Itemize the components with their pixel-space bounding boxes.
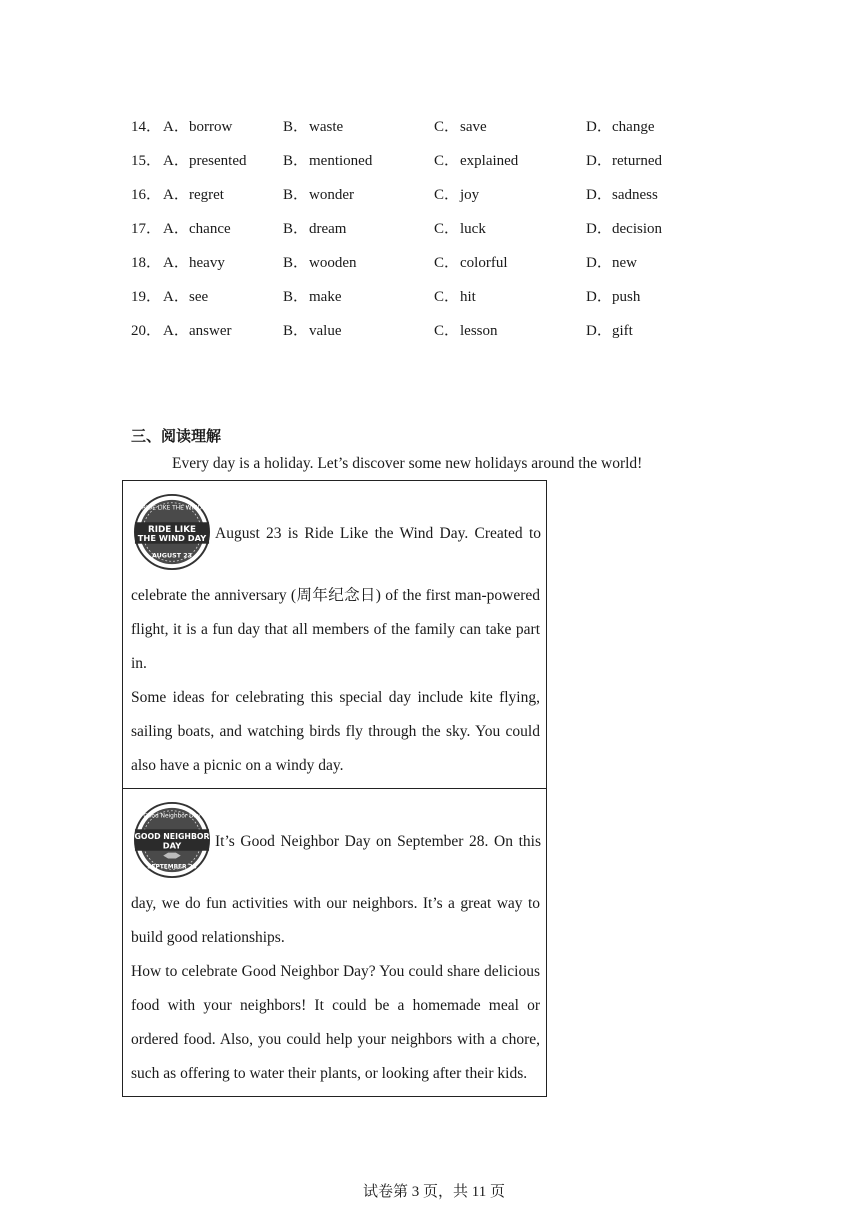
- option-b: B．dream: [283, 221, 347, 237]
- question-number: 14．: [131, 119, 162, 135]
- option-c: C．joy: [434, 187, 480, 203]
- option-d: D．gift: [586, 323, 633, 339]
- option-a: A．presented: [163, 153, 247, 169]
- option-d: D．push: [586, 289, 641, 305]
- option-c: C．lesson: [434, 323, 498, 339]
- option-b: B．value: [283, 323, 342, 339]
- question-number: 15．: [131, 153, 162, 169]
- option-a: A．heavy: [163, 255, 225, 271]
- option-a: A．borrow: [163, 119, 233, 135]
- question-row: [0, 319, 868, 339]
- ride-like-the-wind-badge-icon: [133, 493, 211, 571]
- good-neighbor-day-badge-icon: [133, 801, 211, 879]
- option-d: D．sadness: [586, 187, 658, 203]
- question-number: 20．: [131, 323, 162, 339]
- holiday-box-good-neighbor-day: [122, 788, 547, 1097]
- svg-text:RIDE LIKE: RIDE LIKE: [148, 525, 196, 535]
- svg-text:AUGUST 23: AUGUST 23: [151, 552, 193, 560]
- page-footer: 试卷第 3 页，共 11 页: [363, 1184, 505, 1200]
- question-number: 17．: [131, 221, 162, 237]
- option-b: B．wooden: [283, 255, 357, 271]
- question-row: [0, 251, 868, 271]
- option-c: C．explained: [434, 153, 519, 169]
- holiday-box-ride-like-the-wind: [122, 480, 547, 789]
- option-c: C．hit: [434, 289, 476, 305]
- option-d: D．decision: [586, 221, 662, 237]
- option-d: D．new: [586, 255, 637, 271]
- question-row: [0, 183, 868, 203]
- option-c: C．save: [434, 119, 487, 135]
- svg-text:Good Neighbor Day: Good Neighbor Day: [143, 813, 201, 820]
- question-row: [0, 217, 868, 237]
- svg-text:RIDE LIKE THE WIND: RIDE LIKE THE WIND: [141, 505, 203, 512]
- paragraph-first-line: August 23 is Ride Like the Wind Day. Created to: [215, 525, 541, 542]
- option-a: A．answer: [163, 323, 232, 339]
- option-b: B．mentioned: [283, 153, 373, 169]
- option-b: B．wonder: [283, 187, 354, 203]
- option-d: D．returned: [586, 153, 662, 169]
- option-a: A．see: [163, 289, 209, 305]
- option-b: B．make: [283, 289, 342, 305]
- paragraph-first-line: It’s Good Neighbor Day on September 28. On this: [215, 833, 541, 850]
- svg-text:THE WIND DAY: THE WIND DAY: [137, 533, 207, 544]
- question-number: 16．: [131, 187, 162, 203]
- svg-text:GOOD NEIGHBOR: GOOD NEIGHBOR: [134, 832, 210, 842]
- question-row: [0, 285, 868, 305]
- svg-text:DAY: DAY: [162, 840, 182, 851]
- option-b: B．waste: [283, 119, 344, 135]
- option-d: D．change: [586, 119, 655, 135]
- option-a: A．regret: [163, 187, 224, 203]
- intro-text: Every day is a holiday. Let’s discover some new holidays around the world!: [172, 455, 643, 472]
- paragraph-body: day, we do fun activities with our neighbors. It’s a great way to build good relationships. How to celebrate Good Neighbor Day? You could share delicious food with your neighbors! It could be a homemade meal or ordered food. Also, you could help your neighbors with a chore, such as offering to water their plants, or looking after their kids.: [131, 895, 540, 1082]
- option-c: C．luck: [434, 221, 486, 237]
- question-number: 18．: [131, 255, 162, 271]
- paragraph-body: celebrate the anniversary (周年纪念日) of the first man-powered flight, it is a fun day that all members of the family can take part in. Some ideas for celebrating this special day include kite flying, sailing boats, and watching birds fly through the sky. You could also have a picnic on a windy day.: [131, 587, 540, 774]
- svg-text:SEPTEMBER 28: SEPTEMBER 28: [147, 864, 197, 871]
- section-title: 三、阅读理解: [131, 427, 222, 445]
- option-a: A．chance: [163, 221, 231, 237]
- question-number: 19．: [131, 289, 162, 305]
- question-row: [0, 115, 868, 135]
- question-row: [0, 149, 868, 169]
- option-c: C．colorful: [434, 255, 508, 271]
